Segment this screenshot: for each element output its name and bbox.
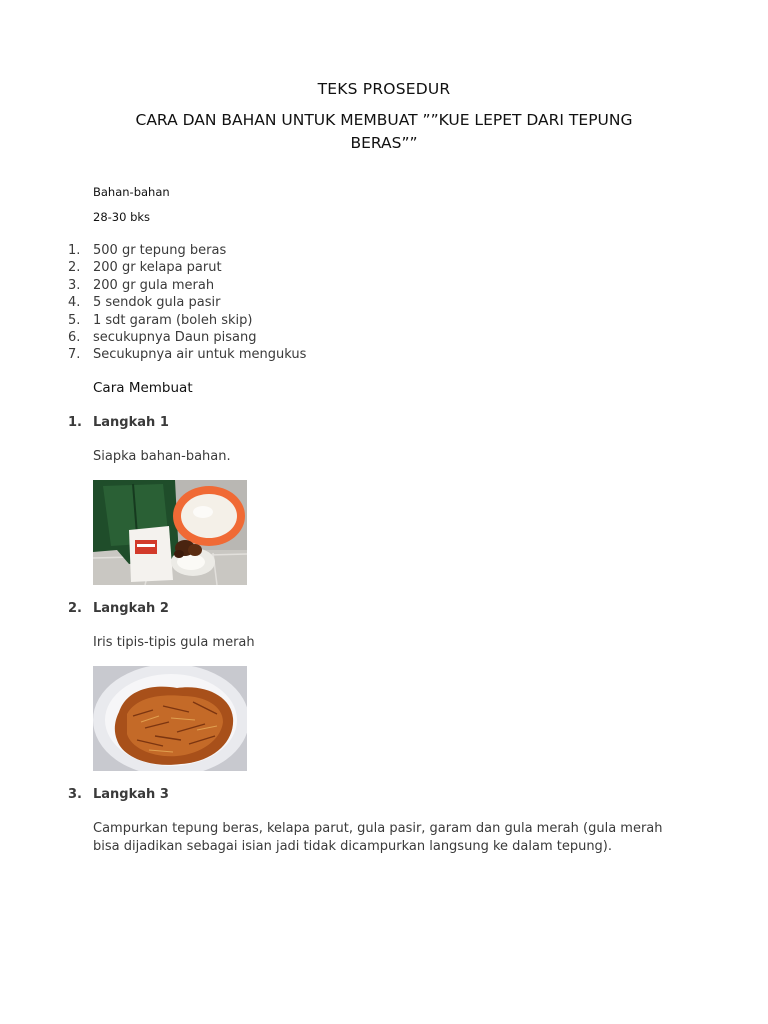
- list-item: [68, 312, 306, 329]
- list-item-text: 200 gr gula merah: [93, 277, 215, 293]
- list-number: 5.: [68, 312, 81, 328]
- list-item-text: secukupnya Daun pisang: [93, 330, 257, 346]
- sliced-sugar-photo: [93, 666, 247, 771]
- step-title: Langkah 1: [93, 415, 169, 430]
- step-heading-3: [68, 787, 169, 802]
- step-text-1: Siapka bahan-bahan.: [93, 449, 231, 464]
- step-text-2: Iris tipis-tipis gula merah: [93, 635, 255, 650]
- list-number: 3.: [68, 277, 81, 293]
- step-heading-2: [68, 601, 169, 616]
- list-number: 7.: [68, 347, 81, 363]
- list-item: [68, 346, 306, 363]
- step-title: Langkah 2: [93, 601, 169, 616]
- list-item-text: 5 sendok gula pasir: [93, 295, 221, 311]
- list-item: [68, 277, 306, 294]
- step-heading-1: [68, 415, 169, 430]
- list-item-text: 200 gr kelapa parut: [93, 260, 222, 276]
- list-number: 4.: [68, 295, 81, 311]
- list-item-text: Secukupnya air untuk mengukus: [93, 347, 307, 363]
- list-item-text: 1 sdt garam (boleh skip): [93, 312, 253, 328]
- step-number: 3.: [68, 787, 82, 802]
- step-number: 2.: [68, 601, 82, 616]
- step-number: 1.: [68, 415, 82, 430]
- list-number: 2.: [68, 260, 81, 276]
- yield-label: 28-30 bks: [93, 210, 151, 224]
- list-item: [68, 259, 306, 276]
- page-subtitle: CARA DAN BAHAN UNTUK MEMBUAT ””KUE LEPET DARI TEPUNG BERAS””: [135, 111, 633, 152]
- ingredients-label: Bahan-bahan: [93, 185, 170, 199]
- list-number: 1.: [68, 243, 81, 258]
- page-title: TEKS PROSEDUR: [317, 80, 451, 98]
- ingredients-photo: [93, 480, 247, 585]
- list-item-text: 500 gr tepung beras: [93, 243, 227, 258]
- list-item: [68, 329, 306, 346]
- step-title: Langkah 3: [93, 787, 169, 802]
- step-text-3: Campurkan tepung beras, kelapa parut, gula pasir, garam dan gula merah (gula merah bisa dijadikan sebagai isian jadi tidak dicampurkan langsung ke dalam tepung).: [93, 821, 663, 854]
- method-heading: Cara Membuat: [93, 380, 193, 396]
- ingredients-list: [68, 242, 306, 364]
- list-number: 6.: [68, 330, 81, 346]
- list-item: [68, 294, 306, 311]
- list-item: [68, 242, 306, 259]
